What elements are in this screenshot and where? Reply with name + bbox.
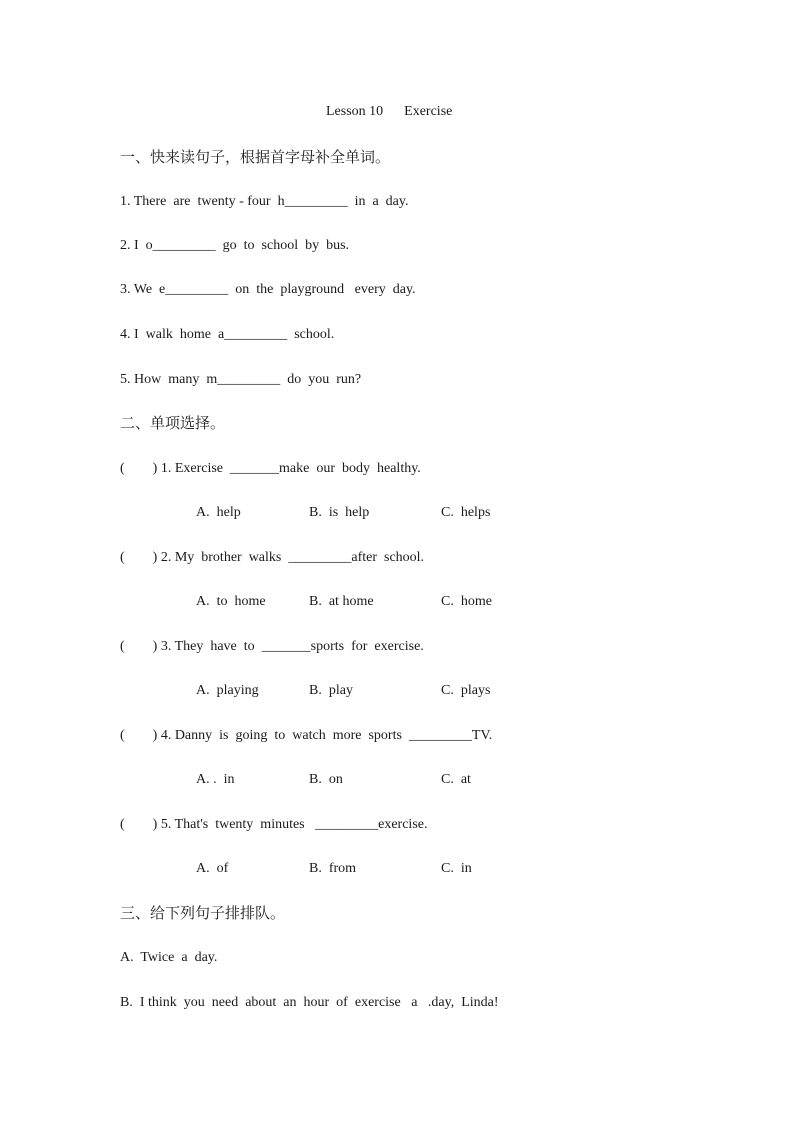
question-4-option-a: A. . in [196, 772, 235, 787]
fill-item-5: 5. How many m_________ do you run? [120, 372, 362, 387]
section-2-heading: 二、单项选择。 [120, 414, 226, 432]
section-1-heading: 一、快来读句子，根据首字母补全单词。 [120, 148, 391, 166]
question-5-option-c: C. in [441, 861, 472, 876]
fill-item-4: 4. I walk home a_________ school. [120, 327, 335, 342]
question-5-option-b: B. from [309, 861, 357, 876]
page-title: Lesson 10 Exercise [326, 104, 453, 119]
order-item-b: B. I think you need about an hour of exercise a .day, Linda! [120, 995, 499, 1010]
question-1-option-a: A. help [196, 505, 241, 520]
question-3-option-a: A. playing [196, 683, 259, 698]
question-2-option-c: C. home [441, 594, 492, 609]
question-3-option-c: C. plays [441, 683, 491, 698]
question-4-option-b: B. on [309, 772, 343, 787]
question-1-stem: ( ) 1. Exercise _______make our body healthy. [120, 461, 421, 476]
question-5-stem: ( ) 5. That's twenty minutes _________exercise. [120, 817, 428, 832]
question-1-option-c: C. helps [441, 505, 491, 520]
question-5-option-a: A. of [196, 861, 229, 876]
question-2-option-a: A. to home [196, 594, 266, 609]
fill-item-3: 3. We e_________ on the playground every day. [120, 282, 416, 297]
section-3-heading: 三、给下列句子排排队。 [120, 904, 286, 922]
question-4-option-c: C. at [441, 772, 471, 787]
question-2-option-b: B. at home [309, 594, 374, 609]
question-4-stem: ( ) 4. Danny is going to watch more sports _________TV. [120, 728, 493, 743]
question-3-option-b: B. play [309, 683, 353, 698]
order-item-a: A. Twice a day. [120, 950, 218, 965]
question-2-stem: ( ) 2. My brother walks _________after school. [120, 550, 425, 565]
fill-item-1: 1. There are twenty - four h_________ in a day. [120, 194, 409, 209]
question-1-option-b: B. is help [309, 505, 370, 520]
fill-item-2: 2. I o_________ go to school by bus. [120, 238, 350, 253]
question-3-stem: ( ) 3. They have to _______sports for exercise. [120, 639, 424, 654]
